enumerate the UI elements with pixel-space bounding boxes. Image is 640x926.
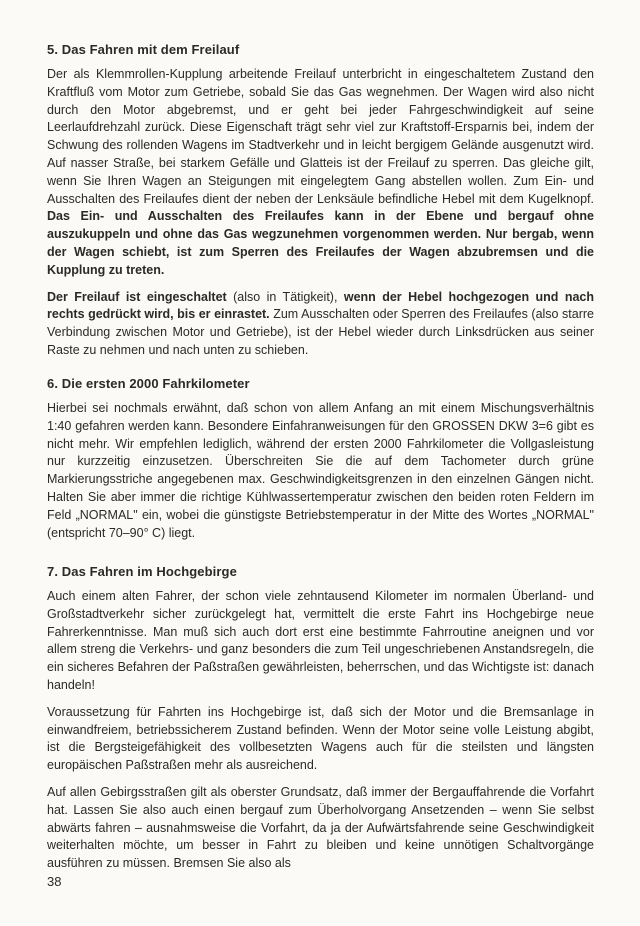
text-run: Zum Ausschalten oder Sperren des Freilaufes (also starre Verbindung zwischen Motor und Getriebe), ist der Hebel wieder durch Linksdrücken aus seiner Raste zu nehmen und nach unten zu schieben. — [47, 307, 595, 357]
section-heading: 7. Das Fahren im Hochgebirge — [47, 564, 237, 579]
paragraph — [47, 289, 594, 360]
bold-text-run: wenn der Hebel hochgezogen und nach rechts gedrückt wird, bis er einrastet. — [47, 289, 595, 322]
paragraph — [47, 704, 594, 775]
paragraph — [47, 588, 594, 695]
bold-text-run: Das Ein- und Ausschalten des Freilaufes kann in der Ebene und bergauf ohne auszukuppeln und ohne das Gas wegzunehmen vorgenommen werden. Nur bergab, wenn der Wagen schiebt, ist zum Sperren des Freilaufes der Wagen abzubremsen und die Kupplung zu treten. — [47, 209, 594, 277]
section-heading: 5. Das Fahren mit dem Freilauf — [47, 42, 240, 57]
section-freilauf — [47, 40, 594, 369]
text-run: Der als Klemmrollen-Kupplung arbeitende Freilauf unterbricht in eingeschaltetem Zustand den Kraftfluß vom Motor zum Getriebe, sobald Sie das Gas wegnehmen. Der Wagen wird also nicht durch den Motor abgebremst, und er geht bei jeder Fahrgeschwindigkeit auf seine Leerlaufdrehzahl zurück. Diese Eigenschaft trägt sehr viel zur Kraftstoff-Ersparnis bei, indem der Schwung des rollenden Wagens im Stadtverkehr und in leicht bergigem Gelände ausgenutzt wird. Auf nasser Straße, bei starkem Gefälle und Glatteis ist der Freilauf zu sperren. Das gleiche gilt, wenn Sie Ihren Wagen an Steigungen mit eingelegtem Gang abstellen wollen. Zum Ein- und Ausschalten des Freilaufes dient der neben der Lenksäule befindliche Hebel mit dem Kugelknopf. — [47, 67, 594, 206]
section-hochgebirge — [47, 562, 594, 882]
text-run: (also in Tätigkeit), — [226, 289, 344, 304]
page-number: 38 — [47, 874, 62, 889]
bold-text-run: Der Freilauf ist eingeschaltet — [47, 289, 227, 304]
paragraph — [47, 400, 594, 542]
text-run: Auch einem alten Fahrer, der schon viele zehntausend Kilometer im normalen Überland- und Großstadtverkehr sicher zurückgelegt hat, vermittelt die erste Fahrt ins Hochgebirge neue Fahrerkenntnisse. Man muß sich auch dort erst eine bestimmte Fahrroutine aneignen und vor allem streng die Verkehrs- und ganz besonders die zum Teil ungeschriebenen Anstandsregeln, die ein sicheres Befahren der Paßstraßen gewährleisten, beherrschen, und das Wichtigste ist: danach handeln! — [47, 589, 594, 692]
section-heading: 6. Die ersten 2000 Fahrkilometer — [47, 376, 250, 391]
paragraph — [47, 66, 594, 280]
text-run: Auf allen Gebirgsstraßen gilt als oberster Grundsatz, daß immer der Bergauffahrende die Vorfahrt hat. Lassen Sie also auch einen bergauf zum Überholvorgang Ansetzenden – wenn Sie selbst abwärts fahren – ausnahmsweise die Vorfahrt, da ja der Aufwärtsfahrende seine Geschwindigkeit weiterhalten möchte, um besser in Fahrt zu bleiben und keine unnötigen Schaltvorgänge ausführen zu müssen. Bremsen Sie also als — [47, 784, 594, 871]
text-run: Hierbei sei nochmals erwähnt, daß schon von allem Anfang an mit einem Mischungsverhältnis 1:40 gefahren werden kann. Besondere Einfahranweisungen für den GROSSEN DKW 3=6 gibt es nicht mehr. Wir empfehlen lediglich, während der ersten 2000 Fahrkilometer die Vollgasleistung nur kurzzeitig einzusetzen. Überschreiten Sie die auf dem Tachometer durch grüne Markierungsstriche angegebenen max. Geschwindigkeitsgrenzen in den einzelnen Gängen nicht. Halten Sie aber immer die richtige Kühlwassertemperatur zwischen den beiden roten Feldern im Feld „NORMAL" ein, wobei die günstigste Betriebstemperatur in der Mitte des Wortes „NORMAL" (entspricht 70–90° C) liegt. — [47, 401, 594, 540]
section-fahrkilometer — [47, 374, 594, 551]
text-run: Voraussetzung für Fahrten ins Hochgebirge ist, daß sich der Motor und die Bremsanlage in einwandfreiem, betriebssicherem Zustand befinden. Wenn der Motor seine volle Leistung abgibt, ist die Bergsteigefähigkeit des vollbesetzten Wagens auch für die steilsten und längsten europäischen Paßstraßen mehr als ausreichend. — [47, 704, 594, 773]
paragraph — [47, 784, 594, 873]
